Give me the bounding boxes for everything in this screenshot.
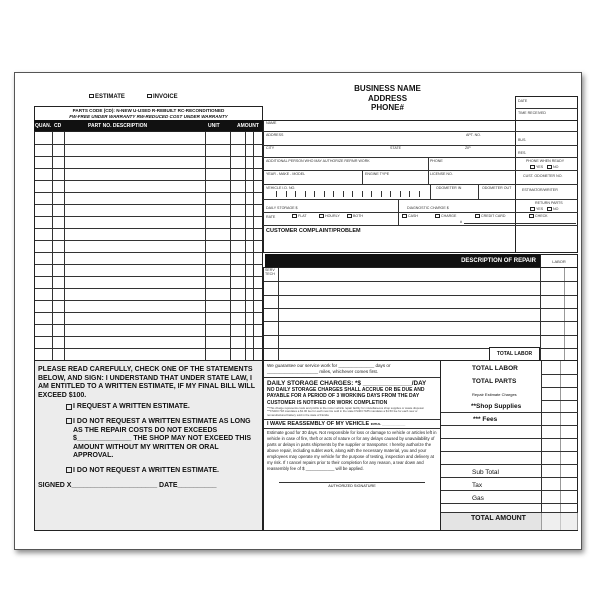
consent-intro: PLEASE READ CAREFULLY, CHECK ONE OF THE STATEMENTS BELOW, AND SIGN: I UNDERSTAND THAT UNDER STATE LAW, I AM ENTITLED TO A WRITTEN ESTIMATE, IF MY FINAL BILL WILL EXCEED $100. <box>38 366 255 399</box>
pay-credit-card[interactable] <box>475 214 506 218</box>
return-parts-yes[interactable] <box>530 207 543 211</box>
diagnostic-charge-field[interactable]: DIAGNOSTIC CHARGE $ <box>407 206 449 210</box>
vin-tick <box>352 191 353 197</box>
phone-ready-yes[interactable] <box>530 165 543 169</box>
invoice-label: INVOICE <box>153 94 178 100</box>
table-row-line <box>35 300 262 301</box>
bus-phone-field[interactable]: BUS. <box>518 138 527 142</box>
table-row-line <box>35 252 262 253</box>
shop-supplies-row: **Shop Supplies <box>471 403 522 410</box>
col-amount: AMOUNT <box>237 123 259 129</box>
col-quan: QUAN. <box>35 123 52 129</box>
legend-line-2: FW-FREE UNDER WARRANTY RW-REDUCED COST UNDER WARRANTY <box>69 114 228 119</box>
total-parts-row: TOTAL PARTS <box>472 378 517 385</box>
pay-charge[interactable] <box>435 214 456 218</box>
field-divider <box>428 170 429 184</box>
total-labor-label: TOTAL LABOR <box>496 351 533 357</box>
table-row-line <box>35 180 262 181</box>
odometer-in-field[interactable]: ODOMETER IN <box>436 186 462 190</box>
field-divider <box>398 199 399 225</box>
totals-row-line <box>541 400 578 401</box>
storage-charges-body: NO DAILY STORAGE CHARGES SHALL ACCRUE OR BE DUE AND PAYABLE FOR A PERIOD OF 3 WORKING DAYS FROM THE DAY CUSTOMER IS NOTIFIED OR WORK COMPLETION <box>267 386 425 406</box>
parts-header <box>34 120 263 131</box>
time-received-field[interactable]: TIME RECEIVED <box>518 111 546 115</box>
field-divider <box>430 184 431 199</box>
daily-storage-field[interactable]: DAILY STORAGE $ <box>266 206 298 210</box>
field-divider <box>263 212 578 213</box>
check-number-label: # <box>460 220 462 224</box>
repair-estimate-charges-label: Repair Estimate Charges <box>472 392 517 397</box>
license-field[interactable]: LICENSE NO. <box>430 172 453 176</box>
signature-date-line[interactable]: SIGNED X______________________ DATE__________ <box>38 481 217 489</box>
totals-row-line <box>441 425 578 426</box>
totals-row-line <box>441 503 578 504</box>
hourly-label: HOURLY <box>325 214 340 218</box>
parts-table[interactable] <box>34 131 263 361</box>
table-row-line <box>35 288 262 289</box>
estimate-checkbox[interactable] <box>89 94 125 100</box>
year-make-model-field[interactable]: YEAR - MAKE - MODEL <box>266 172 306 176</box>
field-divider <box>263 199 578 200</box>
zip-field[interactable]: ZIP <box>465 146 471 150</box>
vehicle-id-field[interactable]: VEHICLE I.D. NO. <box>266 186 296 190</box>
customer-complaint-field[interactable]: CUSTOMER COMPLAINT/PROBLEM <box>266 228 361 234</box>
estimator-field[interactable]: ESTIMATOR/WRITER <box>522 188 558 192</box>
name-field[interactable]: NAME <box>266 121 277 125</box>
totals-row-line <box>541 387 578 388</box>
parts-code-legend <box>34 106 263 121</box>
table-row-line <box>35 204 262 205</box>
serv-tech-label: SERV TECH <box>265 268 275 276</box>
field-divider <box>362 170 363 184</box>
cust-odometer-field[interactable]: CUST. ODOMETER NO. <box>523 174 563 178</box>
date-field[interactable]: DATE <box>518 99 528 103</box>
totals-row-line <box>441 490 578 491</box>
table-row-line <box>35 336 262 337</box>
vin-tick <box>295 191 296 197</box>
vin-tick <box>409 191 410 197</box>
business-phone: PHONE# <box>371 103 404 112</box>
fees-row: *** Fees <box>473 416 498 423</box>
phone-when-ready-label: PHONE WHEN READY <box>526 159 565 163</box>
column-divider <box>205 132 206 360</box>
terms-section <box>263 360 441 531</box>
option-2-text: I DO NOT REQUEST A WRITTEN ESTIMATE AS LONG AS THE REPAIR COSTS DO NOT EXCEEDS $______________ THE SHOP MAY NOT EXCEED THIS AMOUNT WITHOUT MY WRITTEN OR ORAL APPROVAL. <box>73 417 252 460</box>
totals-section <box>440 360 578 531</box>
phone-ready-no[interactable] <box>547 165 558 169</box>
col-cd: CD <box>54 123 62 129</box>
no-label: NO <box>553 165 559 169</box>
column-divider <box>64 132 65 360</box>
field-divider <box>263 225 578 226</box>
invoice-checkbox[interactable] <box>147 94 178 100</box>
table-row-line <box>35 264 262 265</box>
additional-person-field[interactable]: ADDITIONAL PERSON WHO MAY AUTHORIZE REPAIR WORK <box>266 159 370 163</box>
column-divider <box>253 132 254 360</box>
option-no-estimate[interactable] <box>66 467 259 476</box>
rate-flat[interactable] <box>292 214 307 218</box>
business-header <box>300 84 475 113</box>
repair-row-line <box>264 308 577 309</box>
field-divider <box>515 108 578 109</box>
totals-row-line <box>441 464 578 465</box>
field-divider <box>263 131 578 132</box>
col-desc: PART NO. DESCRIPTION <box>88 123 148 129</box>
waive-reassembly-label: I WAVE REASSEMBLY OF MY VEHICLE <box>267 421 370 428</box>
city-field[interactable]: CITY <box>266 146 275 150</box>
fine-print: **This charge represents costs and profits to the motor vehicle repair facility for miscellaneous shop supplies or waste disposal. ***FS403.718 mandates a $1.00 fee for each new tire sold in the state FS403.7185 mandates a $1.50 fee for each new or remanufactured battery sold in the state of Florida <box>267 406 425 417</box>
table-row-line <box>35 192 262 193</box>
option-3-text: I DO NOT REQUEST A WRITTEN ESTIMATE. <box>73 466 219 474</box>
legend-line-1: PARTS CODE (CD): N-NEW U-USED R-REBUILT RC-RECONDITIONED <box>72 108 225 113</box>
vin-tick <box>276 191 277 197</box>
vin-tick <box>419 191 420 197</box>
table-row-line <box>35 240 262 241</box>
field-divider <box>263 170 578 171</box>
pay-check[interactable] <box>529 214 548 218</box>
totals-row-line <box>441 412 578 413</box>
rate-hourly[interactable] <box>319 214 340 218</box>
engine-type-field[interactable]: ENGINE TYPE <box>365 172 390 176</box>
initial-field[interactable]: INITIAL ______________ <box>370 422 406 427</box>
vin-tick <box>324 191 325 197</box>
estimate-terms: Estimate good for 30 days. Not responsible for loss or damage to vehicle or articles left in vehicle in case of fire, theft or acts of nature or for any delays caused by unavailability of parts or delays in parts shipments by the supplier or transporter. I hereby authorize the above repair, including sublet work, along with the necessary material, you and your employees may operate my vehicle for the purpose of testing, inspection and delivery at my risk. If I cancel repairs prior to their completion for any reason, a tear down and reassembly fee of $ ____________ will be applied. <box>264 428 440 472</box>
column-divider <box>230 132 231 360</box>
repair-row-line <box>264 335 577 336</box>
labor-header <box>540 254 578 268</box>
vin-tick <box>362 191 363 197</box>
field-divider <box>263 184 578 185</box>
totals-row-line <box>441 438 578 439</box>
totals-row-line <box>441 512 578 513</box>
table-row-line <box>35 216 262 217</box>
apt-no-field[interactable]: APT. NO. <box>466 133 481 137</box>
estimate-label: ESTIMATE <box>95 94 125 100</box>
repair-title: DESCRIPTION OF REPAIR <box>461 258 536 264</box>
option-1-text: I REQUEST A WRITTEN ESTIMATE. <box>73 403 190 411</box>
business-name: BUSINESS NAME <box>354 84 421 93</box>
repair-row-line <box>264 295 577 296</box>
check-label: CHECK <box>535 214 548 218</box>
field-divider <box>478 184 479 199</box>
flat-label: FLAT <box>298 214 307 218</box>
repair-row-line <box>264 281 577 282</box>
option-request-estimate[interactable] <box>66 403 259 412</box>
vin-tick <box>400 191 401 197</box>
table-row-line <box>35 348 262 349</box>
tax-row: Tax <box>472 482 483 489</box>
yes-label: YES <box>536 165 544 169</box>
both-label: BOTH <box>353 214 363 218</box>
total-labor-cell <box>489 347 540 361</box>
check-number-line[interactable] <box>464 223 576 224</box>
field-divider <box>263 145 578 146</box>
vin-tick <box>286 191 287 197</box>
vin-tick <box>314 191 315 197</box>
table-row-line <box>35 276 262 277</box>
business-address: ADDRESS <box>367 93 408 103</box>
description-of-repair-header <box>265 254 540 268</box>
estimate-consent-section <box>34 360 263 531</box>
cash-label: CASH <box>408 214 418 218</box>
vin-tick <box>305 191 306 197</box>
field-divider <box>263 157 578 158</box>
table-row-line <box>35 228 262 229</box>
table-row-line <box>35 312 262 313</box>
table-row-line <box>35 324 262 325</box>
pay-cash[interactable] <box>402 214 418 218</box>
table-row-line <box>35 168 262 169</box>
no-label: NO <box>553 207 559 211</box>
charge-label: CHARGE <box>441 214 457 218</box>
guarantee-text[interactable]: We guarantee our service work for ______________ days or ____________________ miles, whichever comes first. <box>267 363 391 375</box>
column-divider <box>245 132 246 360</box>
totals-row-line <box>441 477 578 478</box>
phone-field[interactable]: PHONE <box>430 159 443 163</box>
return-parts-no[interactable] <box>547 207 558 211</box>
table-row-line <box>35 156 262 157</box>
col-unit: UNIT <box>208 123 220 129</box>
repair-row-line <box>264 321 577 322</box>
table-row-line <box>35 144 262 145</box>
labor-label: LABOR <box>552 259 566 264</box>
yes-label: YES <box>536 207 544 211</box>
vin-tick <box>381 191 382 197</box>
vin-tick <box>333 191 334 197</box>
res-phone-field[interactable]: RES. <box>518 151 527 155</box>
total-amount-row: TOTAL AMOUNT <box>471 515 526 522</box>
rate-both[interactable] <box>347 214 363 218</box>
totals-row-line <box>441 451 578 452</box>
odometer-out-field[interactable]: ODOMETER OUT <box>482 186 512 190</box>
state-field[interactable]: STATE <box>390 146 402 150</box>
address-field[interactable]: ADDRESS <box>266 133 284 137</box>
return-parts-label: RETURN PARTS <box>535 201 563 205</box>
vin-tick <box>343 191 344 197</box>
vin-tick <box>390 191 391 197</box>
total-labor-row: TOTAL LABOR <box>472 365 518 372</box>
storage-charges-title[interactable]: DAILY STORAGE CHARGES: *$ ______________/DAY <box>267 379 427 387</box>
credit-card-label: CREDIT CARD <box>481 214 506 218</box>
authorized-signature-line[interactable]: AUTHORIZED SIGNATURE <box>279 482 425 488</box>
option-limit-estimate[interactable] <box>66 418 259 461</box>
column-divider <box>52 132 53 360</box>
subtotal-row: Sub Total <box>472 469 499 476</box>
vin-tick <box>371 191 372 197</box>
rate-label: RATE <box>266 215 276 219</box>
gas-row: Gas <box>472 495 484 502</box>
totals-row-line <box>541 374 578 375</box>
